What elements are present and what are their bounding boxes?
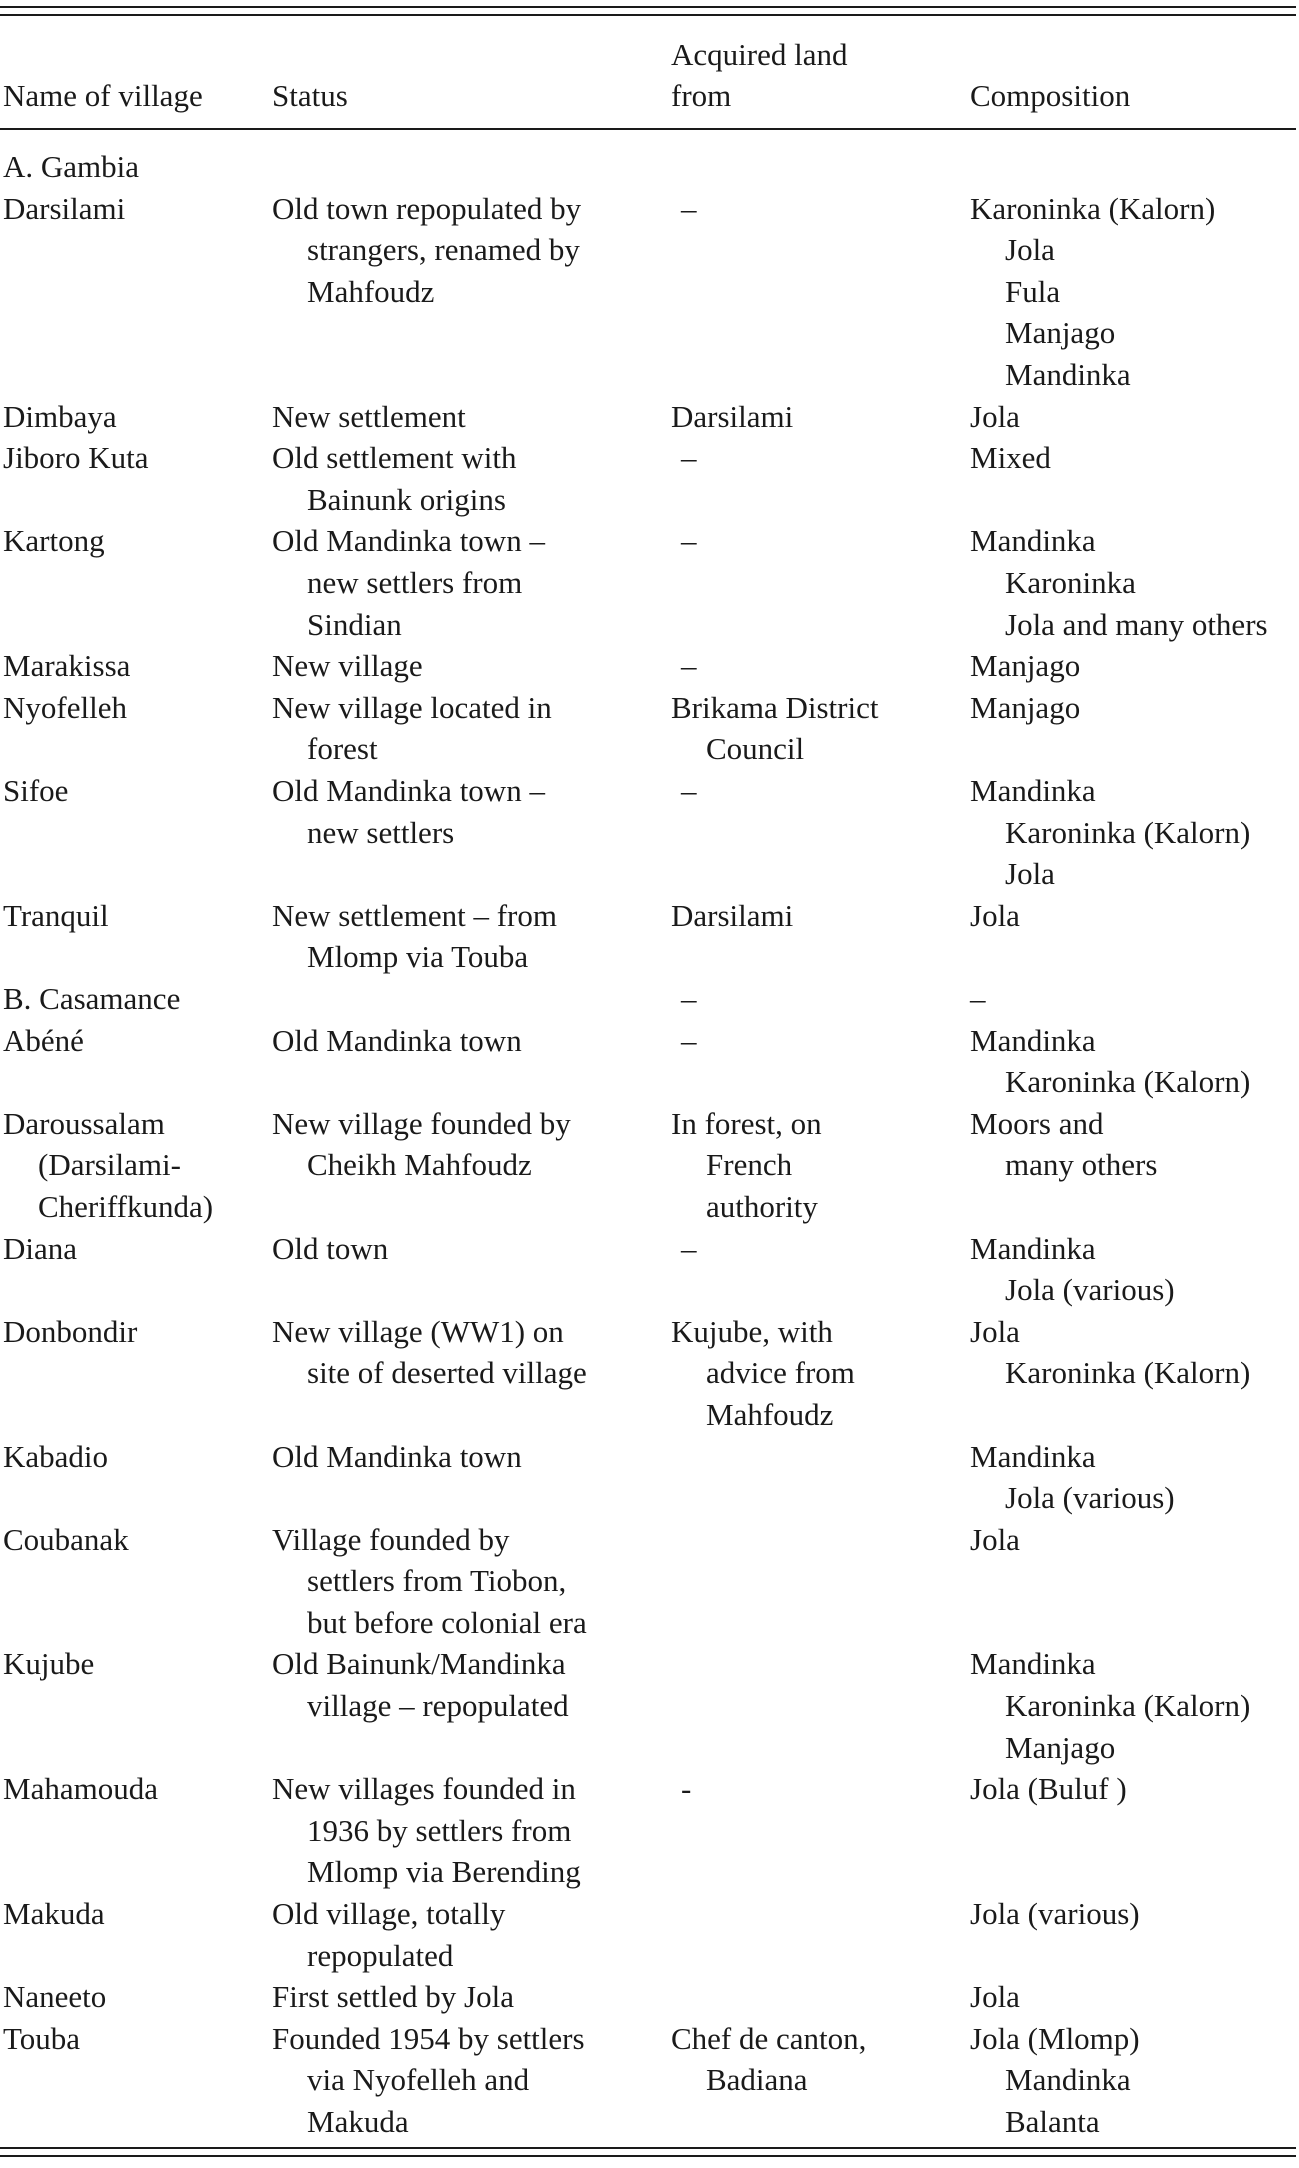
cell-status [272, 1976, 514, 2018]
cell-name [3, 1228, 77, 1270]
cell-line: Old Bainunk/Mandinka [272, 1646, 566, 1682]
table-row [0, 1893, 1296, 1976]
cell-acquired [671, 188, 697, 230]
top-double-rule-upper [0, 6, 1296, 8]
cell-line: New settlement [272, 398, 466, 434]
cell-line: New village located in [272, 689, 552, 725]
table-row [0, 146, 1296, 188]
cell-composition [970, 1893, 1140, 1935]
cell-line: Jola [1005, 232, 1055, 268]
table-body [0, 146, 1296, 2143]
cell-line: Mandinka [970, 772, 1096, 808]
cell-line: Moors and [970, 1105, 1104, 1141]
cell-line: Cheikh Mahfoudz [307, 1147, 532, 1183]
cell-line: Manjago [970, 648, 1081, 684]
cell-line: strangers, renamed by [307, 232, 580, 268]
cell-line: B. Casamance [3, 980, 181, 1016]
cell-line: Mixed [970, 440, 1051, 476]
cell-line: Mandinka [1005, 356, 1131, 392]
cell-line: - [681, 1771, 692, 1807]
cell-line: In forest, on [671, 1105, 822, 1141]
cell-line: Manjago [1005, 315, 1116, 351]
cell-line: – [681, 648, 697, 684]
cell-line: Jola [970, 1313, 1020, 1349]
cell-line: Kujube [3, 1646, 95, 1682]
cell-line: A. Gambia [3, 149, 140, 184]
cell-line: village – repopulated [307, 1688, 569, 1724]
cell-composition [970, 770, 1250, 895]
cell-composition [970, 1228, 1175, 1311]
cell-acquired [671, 645, 697, 687]
cell-line: repopulated [307, 1937, 454, 1973]
cell-composition [970, 1311, 1250, 1394]
cell-name [3, 1893, 105, 1935]
cell-acquired [671, 437, 697, 479]
cell-line: Brikama District [671, 689, 879, 725]
cell-line: New village [272, 648, 423, 684]
cell-line: authority [706, 1188, 818, 1224]
cell-line: Abéné [3, 1022, 84, 1058]
cell-line: – [681, 190, 697, 226]
cell-line: Marakissa [3, 648, 131, 684]
cell-line: Fula [1005, 273, 1061, 309]
cell-line: Daroussalam [3, 1105, 165, 1141]
cell-acquired [671, 1103, 822, 1228]
cell-line: Jola (various) [1005, 1480, 1175, 1516]
cell-line: (Darsilami- [38, 1147, 181, 1183]
cell-line: Chef de canton, [671, 2020, 867, 2056]
cell-line: via Nyofelleh and [307, 2062, 530, 2098]
cell-line: Jola (Mlomp) [970, 2020, 1140, 2056]
cell-line: Karoninka (Kalorn) [1005, 814, 1251, 850]
cell-name [3, 437, 149, 479]
cell-status [272, 437, 517, 520]
cell-line: New village (WW1) on [272, 1313, 564, 1349]
cell-status [272, 2018, 585, 2143]
cell-line: Mlomp via Berending [307, 1854, 581, 1890]
cell-line: Karoninka (Kalorn) [1005, 1064, 1251, 1100]
cell-line: Jola [970, 897, 1020, 933]
bottom-double-rule-upper [0, 2147, 1296, 2149]
cell-line: Council [706, 731, 805, 767]
cell-line: Karoninka [1005, 564, 1136, 600]
cell-line: Karoninka (Kalorn) [1005, 1688, 1251, 1724]
cell-status [272, 520, 545, 645]
cell-line: Mandinka [970, 1646, 1096, 1682]
cell-line: Old village, totally [272, 1896, 506, 1932]
cell-line: Old Mandinka town – [272, 523, 545, 559]
table-row [0, 1311, 1296, 1436]
table-row [0, 1643, 1296, 1768]
cell-acquired [671, 396, 793, 438]
cell-composition [970, 188, 1215, 396]
cell-line: Balanta [1005, 2104, 1100, 2140]
table-row [0, 645, 1296, 687]
cell-line: – [970, 980, 986, 1016]
cell-line: Jola (various) [970, 1896, 1140, 1932]
cell-composition [970, 396, 1020, 438]
table-row [0, 1976, 1296, 2018]
cell-line: Jiboro Kuta [3, 440, 149, 476]
table-row [0, 1519, 1296, 1644]
cell-line: Donbondir [3, 1313, 138, 1349]
cell-name [3, 396, 117, 438]
cell-line: Karoninka (Kalorn) [1005, 1355, 1251, 1391]
table-row [0, 1020, 1296, 1103]
cell-line: New settlement – from [272, 897, 557, 933]
cell-line: Kujube, with [671, 1313, 833, 1349]
cell-line: Mlomp via Touba [307, 939, 529, 975]
cell-line: Bainunk origins [307, 481, 506, 517]
cell-status [272, 1519, 587, 1644]
table-header [0, 20, 1296, 128]
cell-line: Jola (various) [1005, 1272, 1175, 1308]
cell-line: Makuda [307, 2104, 409, 2140]
cell-line: – [681, 523, 697, 559]
cell-line: Mahamouda [3, 1771, 158, 1807]
cell-acquired [671, 1311, 855, 1436]
cell-acquired [671, 687, 878, 770]
cell-status [272, 687, 552, 770]
cell-line: Jola (Buluf ) [970, 1771, 1127, 1807]
header-acquired: Acquired land from [671, 37, 848, 113]
cell-name [3, 1020, 84, 1062]
cell-line: Sifoe [3, 772, 69, 808]
cell-line: – [681, 980, 697, 1016]
cell-line: Old Mandinka town [272, 1022, 522, 1058]
table-row [0, 520, 1296, 645]
cell-name [3, 895, 109, 937]
cell-composition [970, 645, 1080, 687]
cell-name [3, 1976, 106, 2018]
cell-status [272, 188, 581, 313]
cell-composition [970, 1519, 1020, 1561]
cell-line: Jola [1005, 856, 1055, 892]
cell-line: Manjago [970, 689, 1081, 725]
cell-line: First settled by Jola [272, 1979, 514, 2015]
cell-line: Manjago [1005, 1729, 1116, 1765]
cell-line: Kartong [3, 523, 105, 559]
cell-line: Jola and many others [1005, 606, 1268, 642]
cell-line: Mandinka [970, 1230, 1096, 1266]
cell-name [3, 687, 127, 729]
cell-composition [970, 978, 986, 1020]
cell-composition [970, 1768, 1127, 1810]
cell-line: Mandinka [970, 523, 1096, 559]
bottom-double-rule-lower [0, 2155, 1296, 2157]
cell-composition [970, 895, 1020, 937]
cell-line: Jola [970, 1521, 1020, 1557]
cell-name [3, 645, 130, 687]
table-row [0, 1228, 1296, 1311]
cell-composition [970, 1103, 1157, 1186]
cell-status [272, 770, 545, 853]
cell-acquired [671, 520, 697, 562]
cell-line: Old settlement with [272, 440, 517, 476]
cell-acquired [671, 1020, 697, 1062]
cell-acquired [671, 1768, 691, 1810]
header-composition: Composition [970, 78, 1131, 113]
cell-line: Touba [3, 2020, 81, 2056]
cell-name [3, 1436, 108, 1478]
cell-name [3, 2018, 80, 2060]
cell-status [272, 645, 423, 687]
cell-line: Kabadio [3, 1438, 109, 1474]
cell-acquired [671, 895, 793, 937]
cell-line: Diana [3, 1230, 78, 1266]
table-row [0, 2018, 1296, 2143]
cell-line: but before colonial era [307, 1604, 587, 1640]
cell-line: Makuda [3, 1896, 105, 1932]
cell-line: Mandinka [970, 1438, 1096, 1474]
cell-acquired [671, 2018, 866, 2101]
table-row [0, 895, 1296, 978]
cell-acquired [671, 1228, 697, 1270]
cell-composition [970, 520, 1268, 645]
cell-acquired [671, 978, 697, 1020]
cell-line: Mahfoudz [307, 273, 435, 309]
cell-line: Dimbaya [3, 398, 117, 434]
cell-line: Jola [970, 398, 1020, 434]
top-double-rule-lower [0, 14, 1296, 16]
cell-line: Mahfoudz [706, 1396, 834, 1432]
cell-status [272, 396, 466, 438]
cell-line: French [706, 1147, 793, 1183]
cell-line: Naneeto [3, 1979, 107, 2015]
cell-line: – [681, 440, 697, 476]
cell-line: Darsilami [671, 897, 794, 933]
cell-status [272, 1020, 522, 1062]
cell-composition [970, 1976, 1020, 2018]
cell-name [3, 1768, 158, 1810]
cell-status [272, 895, 557, 978]
table-row [0, 1768, 1296, 1893]
cell-line: Nyofelleh [3, 689, 127, 725]
cell-line: many others [1005, 1147, 1158, 1183]
cell-line: Old Mandinka town [272, 1438, 522, 1474]
cell-status [272, 1768, 581, 1893]
cell-line: – [681, 1022, 697, 1058]
cell-line: Old town repopulated by [272, 190, 582, 226]
cell-line: New villages founded in [272, 1771, 576, 1807]
cell-line: Old Mandinka town – [272, 772, 545, 808]
cell-name [3, 1311, 137, 1353]
cell-status [272, 1643, 569, 1726]
cell-line: Darsilami [671, 398, 794, 434]
cell-line: Jola [970, 1979, 1020, 2015]
cell-line: Cheriffkunda) [38, 1188, 214, 1224]
cell-line: Tranquil [3, 897, 109, 933]
cell-line: Founded 1954 by settlers [272, 2020, 585, 2056]
cell-line: Karoninka (Kalorn) [970, 190, 1216, 226]
cell-line: Coubanak [3, 1521, 129, 1557]
cell-composition [970, 1020, 1250, 1103]
cell-status [272, 1311, 587, 1394]
cell-composition [970, 2018, 1140, 2143]
table-row [0, 687, 1296, 770]
cell-line: new settlers from [307, 564, 523, 600]
table-row [0, 188, 1296, 396]
cell-line: – [681, 772, 697, 808]
cell-name [3, 978, 180, 1020]
cell-name [3, 188, 125, 230]
cell-line: settlers from Tiobon, [307, 1563, 567, 1599]
cell-status [272, 1893, 505, 1976]
table-row [0, 1436, 1296, 1519]
table-row [0, 978, 1296, 1020]
cell-name [3, 1519, 129, 1561]
table-row [0, 396, 1296, 438]
cell-status [272, 1103, 571, 1186]
header-status: Status [272, 78, 348, 113]
cell-line: – [681, 1230, 697, 1266]
cell-line: site of deserted village [307, 1355, 587, 1391]
cell-line: Village founded by [272, 1521, 510, 1557]
header-rule [0, 128, 1296, 130]
cell-line: Badiana [706, 2062, 808, 2098]
table-row [0, 770, 1296, 895]
cell-status [272, 1228, 388, 1270]
cell-line: new settlers [307, 814, 455, 850]
cell-acquired [671, 770, 697, 812]
header-name: Name of village [3, 78, 203, 113]
table-row [0, 1103, 1296, 1228]
cell-name [3, 146, 139, 188]
cell-name [3, 1643, 94, 1685]
cell-line: Mandinka [1005, 2062, 1131, 2098]
cell-name [3, 520, 105, 562]
cell-line: Darsilami [3, 190, 126, 226]
cell-composition [970, 437, 1051, 479]
table-row [0, 437, 1296, 520]
cell-composition [970, 1643, 1250, 1768]
cell-line: forest [307, 731, 378, 767]
cell-line: New village founded by [272, 1105, 571, 1141]
cell-line: Old town [272, 1230, 389, 1266]
cell-name [3, 770, 68, 812]
cell-line: Mandinka [970, 1022, 1096, 1058]
cell-line: 1936 by settlers from [307, 1812, 572, 1848]
cell-composition [970, 1436, 1175, 1519]
cell-name [3, 1103, 213, 1228]
cell-status [272, 1436, 522, 1478]
cell-composition [970, 687, 1080, 729]
cell-line: advice from [706, 1355, 855, 1391]
cell-line: Sindian [307, 606, 402, 642]
